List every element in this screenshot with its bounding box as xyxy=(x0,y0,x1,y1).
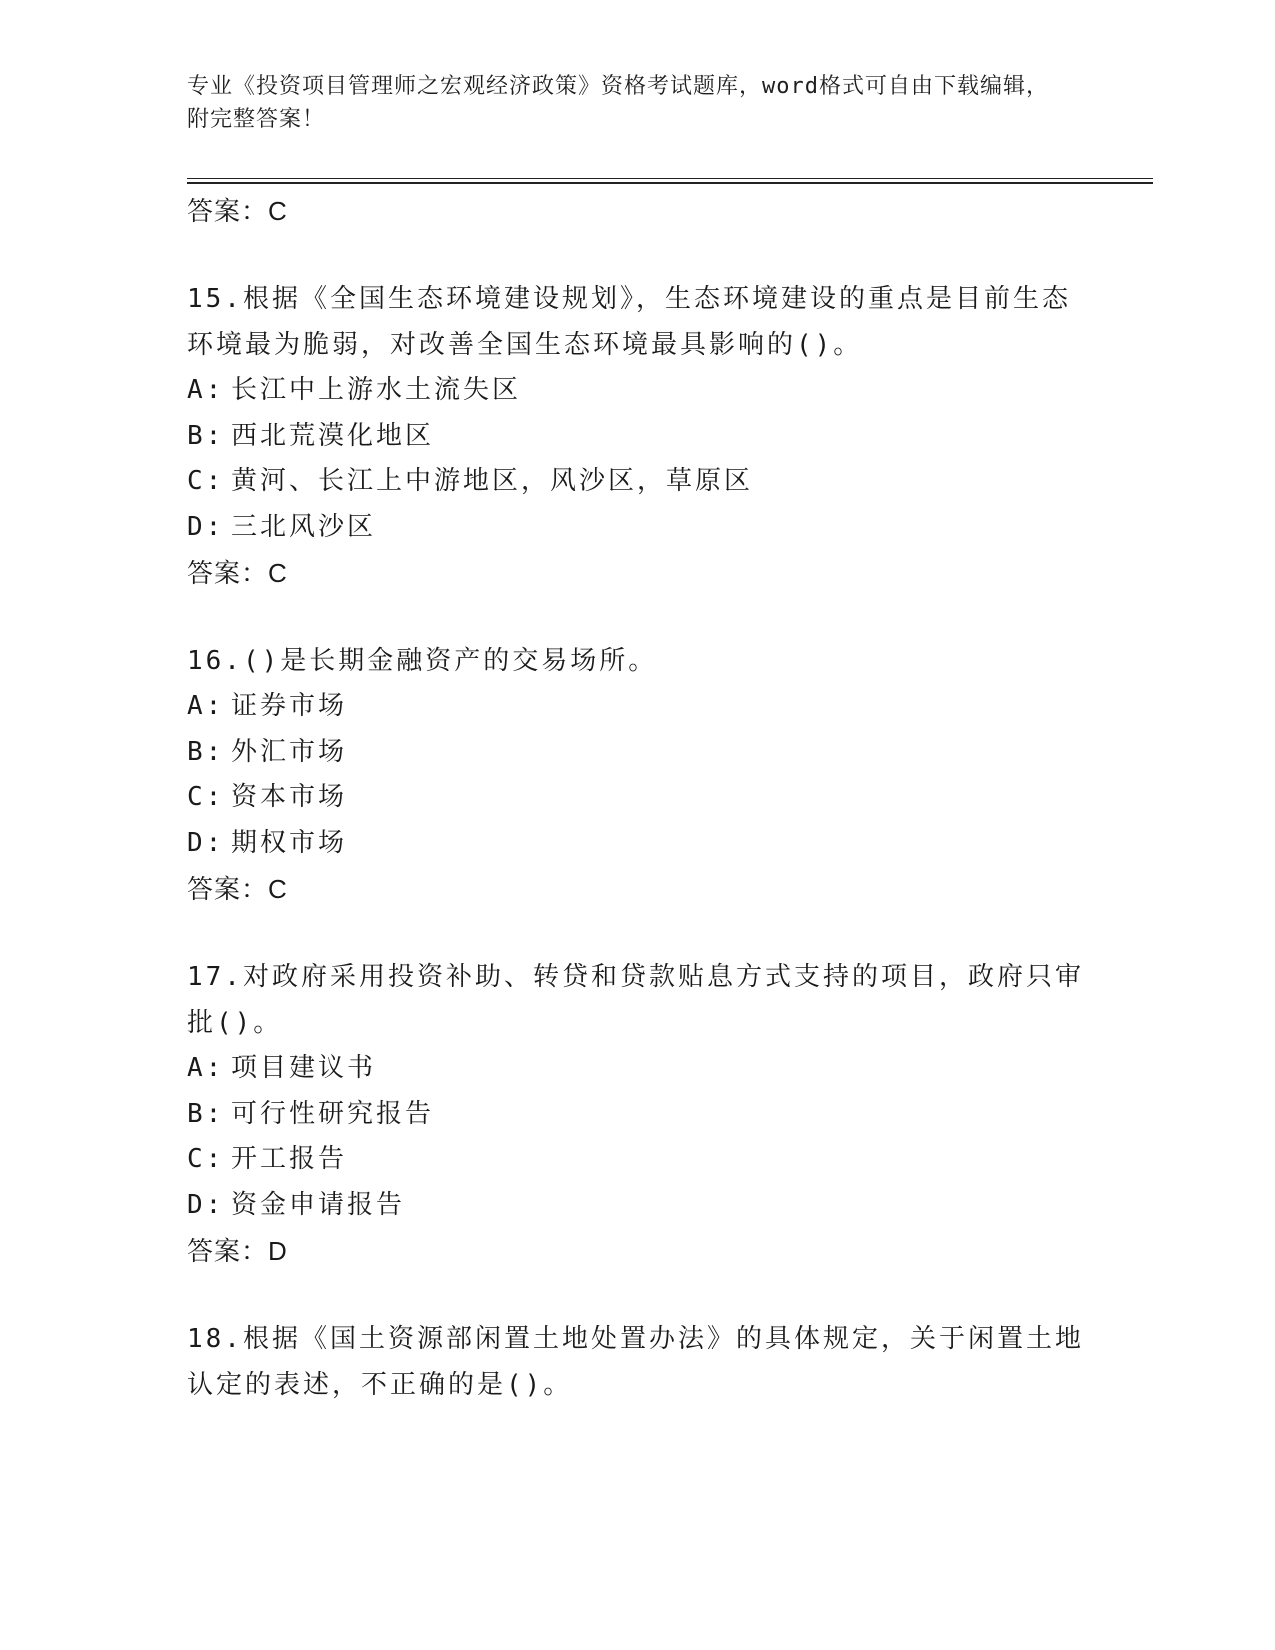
option-letter: C: xyxy=(187,782,225,812)
question-item xyxy=(187,276,1087,596)
header-divider xyxy=(187,178,1153,179)
option-a xyxy=(187,684,1087,730)
header-divider-thick xyxy=(187,182,1153,184)
document-header: 专业《投资项目管理师之宏观经济政策》资格考试题库，word格式可自由下载编辑，附完整答案！ xyxy=(187,74,1049,132)
option-d xyxy=(187,821,1087,867)
answer-line: 答案：C xyxy=(187,196,288,226)
option-text: 三北风沙区 xyxy=(231,511,377,542)
option-d xyxy=(187,1183,1087,1229)
option-b xyxy=(187,1092,1087,1138)
question-stem: 16.()是长期金融资产的交易场所。 xyxy=(187,646,658,676)
question-stem: 18.根据《国土资源部闲置土地处置办法》的具体规定，关于闲置土地认定的表述，不正确的是()。 xyxy=(187,1324,1084,1400)
option-letter: B: xyxy=(187,420,225,451)
question-stem: 15.根据《全国生态环境建设规划》，生态环境建设的重点是目前生态环境最为脆弱，对改善全国生态环境最具影响的()。 xyxy=(187,284,1071,360)
option-text: 资本市场 xyxy=(231,782,348,812)
option-letter: B: xyxy=(187,736,225,767)
option-text: 长江中上游水土流失区 xyxy=(231,375,522,405)
answer-line: 答案：C xyxy=(187,874,288,904)
option-c xyxy=(187,1137,1087,1183)
question-list xyxy=(187,188,1087,1408)
option-text: 黄河、长江上中游地区，风沙区，草原区 xyxy=(231,466,754,496)
question-stem: 17.对政府采用投资补助、转贷和贷款贴息方式支持的项目，政府只审批()。 xyxy=(187,962,1084,1038)
option-text: 期权市场 xyxy=(231,827,348,858)
option-b xyxy=(187,730,1087,776)
question-item xyxy=(187,1316,1087,1408)
option-text: 外汇市场 xyxy=(231,736,348,767)
option-letter: A: xyxy=(187,1053,225,1083)
option-text: 开工报告 xyxy=(231,1144,348,1174)
answer-line: 答案：C xyxy=(187,558,288,588)
option-b xyxy=(187,414,1087,460)
question-item xyxy=(187,638,1087,912)
option-a xyxy=(187,368,1087,414)
option-c xyxy=(187,459,1087,505)
option-letter: D: xyxy=(187,1189,225,1220)
option-letter: D: xyxy=(187,827,225,858)
option-text: 项目建议书 xyxy=(231,1053,377,1083)
question-item xyxy=(187,954,1087,1274)
option-d xyxy=(187,505,1087,551)
option-c xyxy=(187,775,1087,821)
option-text: 证券市场 xyxy=(231,691,348,721)
option-text: 西北荒漠化地区 xyxy=(231,420,435,451)
option-a xyxy=(187,1046,1087,1092)
option-text: 可行性研究报告 xyxy=(231,1098,435,1129)
option-letter: A: xyxy=(187,691,225,721)
option-letter: C: xyxy=(187,1144,225,1174)
option-letter: B: xyxy=(187,1098,225,1129)
answer-line: 答案：D xyxy=(187,1236,288,1266)
option-letter: C: xyxy=(187,466,225,496)
option-text: 资金申请报告 xyxy=(231,1189,406,1220)
option-letter: D: xyxy=(187,511,225,542)
option-letter: A: xyxy=(187,375,225,405)
